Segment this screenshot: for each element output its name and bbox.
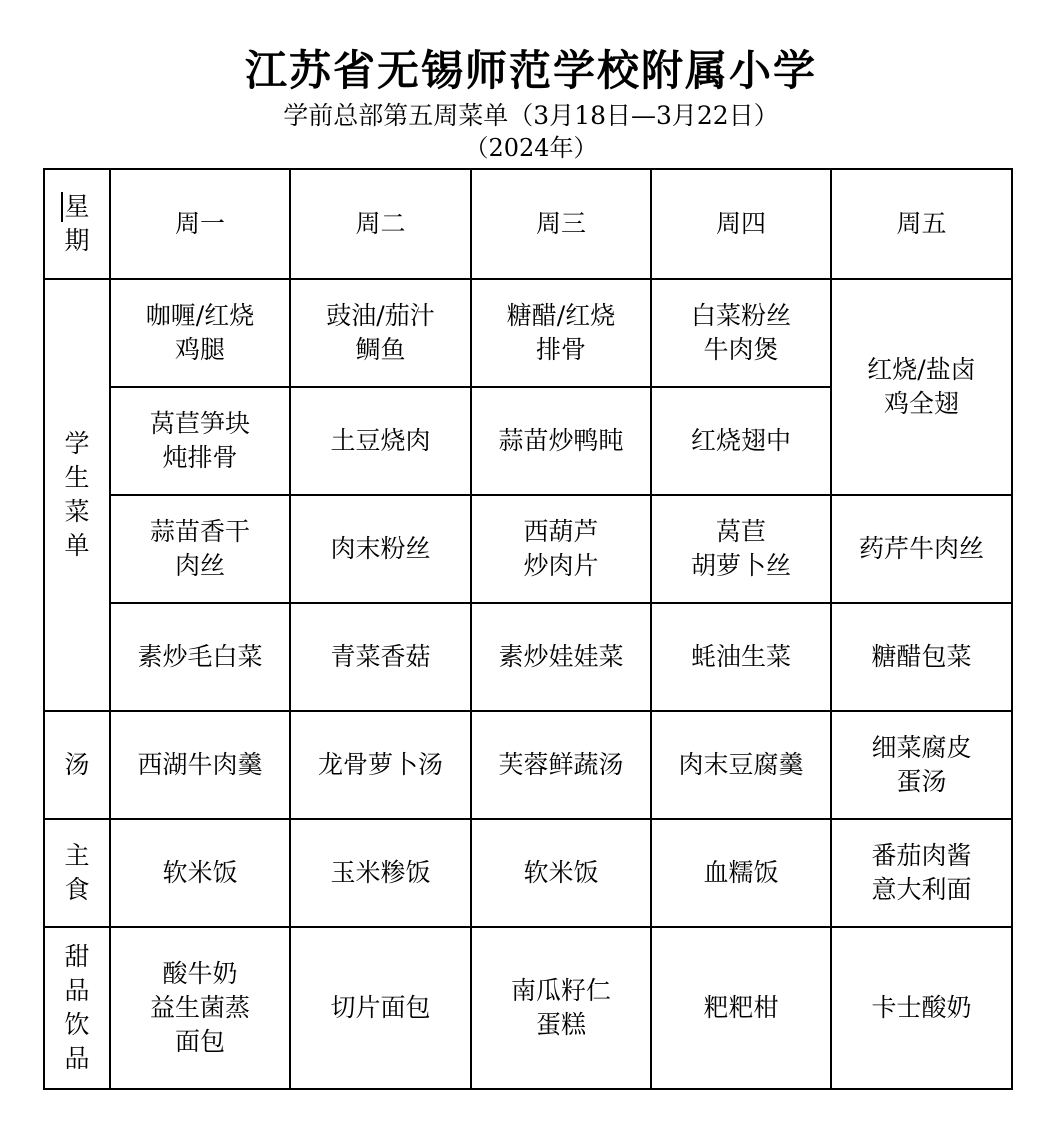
dish-name: 肉末粉丝 bbox=[330, 534, 431, 563]
dish-name: 粑粑柑 bbox=[703, 993, 779, 1022]
dish-name: 肉末豆腐羹 bbox=[678, 750, 804, 779]
menu-cell bbox=[471, 711, 651, 819]
dish-name: 糖醋/红烧 排骨 bbox=[506, 301, 616, 364]
day-header-fri: 周五 bbox=[831, 169, 1012, 279]
section-label: 主 食 bbox=[64, 841, 90, 904]
staple-row bbox=[44, 819, 1012, 927]
student-row-4 bbox=[44, 603, 1012, 711]
soup-row bbox=[44, 711, 1012, 819]
menu-cell bbox=[110, 711, 290, 819]
menu-cell bbox=[651, 279, 831, 387]
menu-cell bbox=[471, 603, 651, 711]
section-soup bbox=[44, 711, 110, 819]
dish-name: 素炒毛白菜 bbox=[137, 642, 263, 671]
day-header-mon: 周一 bbox=[110, 169, 290, 279]
menu-cell bbox=[831, 711, 1012, 819]
menu-cell bbox=[831, 603, 1012, 711]
menu-cell bbox=[471, 387, 651, 495]
dish-name: 蒜苗炒鸭盹 bbox=[498, 426, 624, 455]
day-header-thu: 周四 bbox=[651, 169, 831, 279]
dish-name: 酸牛奶 益生菌蒸 面包 bbox=[149, 959, 250, 1056]
menu-cell bbox=[831, 495, 1012, 603]
menu-cell bbox=[831, 279, 1012, 495]
menu-cell bbox=[651, 495, 831, 603]
menu-cell bbox=[290, 711, 471, 819]
dessert-row bbox=[44, 927, 1012, 1089]
corner-mark bbox=[61, 192, 63, 222]
menu-cell bbox=[290, 819, 471, 927]
dish-name: 白菜粉丝 牛肉煲 bbox=[690, 301, 791, 364]
menu-cell bbox=[471, 495, 651, 603]
section-dessert bbox=[44, 927, 110, 1089]
section-label: 甜 品 饮 品 bbox=[64, 942, 90, 1073]
menu-cell bbox=[110, 819, 290, 927]
dish-name: 南瓜籽仁 蛋糕 bbox=[510, 976, 611, 1039]
dish-name: 软米饭 bbox=[162, 858, 238, 887]
year-label: （2024年） bbox=[464, 134, 598, 162]
menu-cell bbox=[290, 279, 471, 387]
section-student-menu bbox=[44, 279, 110, 711]
dish-name: 莴苣笋块 炖排骨 bbox=[149, 409, 250, 472]
day-header-tue: 周二 bbox=[290, 169, 471, 279]
dish-name: 莴苣 胡萝卜丝 bbox=[690, 517, 791, 580]
header-row bbox=[44, 169, 1012, 279]
menu-cell bbox=[290, 387, 471, 495]
dish-name: 细菜腐皮 蛋汤 bbox=[871, 733, 972, 796]
dish-name: 西葫芦 炒肉片 bbox=[523, 517, 599, 580]
menu-cell bbox=[290, 927, 471, 1089]
dish-name: 软米饭 bbox=[523, 858, 599, 887]
dish-name: 蒜苗香干 肉丝 bbox=[149, 517, 250, 580]
menu-cell bbox=[471, 819, 651, 927]
section-staple bbox=[44, 819, 110, 927]
menu-cell bbox=[831, 819, 1012, 927]
dish-name: 西湖牛肉羹 bbox=[137, 750, 263, 779]
corner-cell bbox=[44, 169, 110, 279]
menu-cell bbox=[471, 279, 651, 387]
menu-table bbox=[43, 168, 1013, 1090]
dish-name: 蚝油生菜 bbox=[690, 642, 791, 671]
menu-cell bbox=[110, 603, 290, 711]
dish-name: 红烧翅中 bbox=[690, 426, 791, 455]
menu-cell bbox=[831, 927, 1012, 1089]
menu-cell bbox=[651, 603, 831, 711]
section-label: 学 生 菜 单 bbox=[64, 429, 90, 560]
dish-name: 土豆烧肉 bbox=[330, 426, 431, 455]
menu-cell bbox=[290, 495, 471, 603]
dish-name: 咖喱/红烧 鸡腿 bbox=[145, 301, 255, 364]
dish-name: 血糯饭 bbox=[703, 858, 779, 887]
menu-cell bbox=[290, 603, 471, 711]
dish-name: 红烧/盐卤 鸡全翅 bbox=[867, 355, 976, 418]
dish-name: 番茄肉酱 意大利面 bbox=[871, 841, 972, 904]
student-row-3 bbox=[44, 495, 1012, 603]
page-title: 江苏省无锡师范学校附属小学 bbox=[244, 46, 817, 95]
dish-name: 糖醋包菜 bbox=[871, 642, 972, 671]
menu-cell bbox=[651, 711, 831, 819]
menu-cell bbox=[110, 387, 290, 495]
dish-name: 药芹牛肉丝 bbox=[858, 534, 984, 563]
dish-name: 素炒娃娃菜 bbox=[498, 642, 624, 671]
dish-name: 卡士酸奶 bbox=[871, 993, 972, 1022]
menu-cell bbox=[651, 819, 831, 927]
dish-name: 青菜香菇 bbox=[330, 642, 431, 671]
menu-cell bbox=[110, 927, 290, 1089]
section-label: 汤 bbox=[64, 750, 90, 779]
menu-cell bbox=[651, 927, 831, 1089]
student-row-1 bbox=[44, 279, 1012, 387]
page-subtitle: 学前总部第五周菜单（3月18日—3月22日） bbox=[283, 101, 779, 130]
dish-name: 芙蓉鲜蔬汤 bbox=[498, 750, 624, 779]
dish-name: 切片面包 bbox=[330, 993, 431, 1022]
dish-name: 豉油/茄汁 鲷鱼 bbox=[326, 301, 435, 364]
corner-label: 星 期 bbox=[64, 192, 90, 255]
menu-cell bbox=[651, 387, 831, 495]
dish-name: 龙骨萝卜汤 bbox=[317, 750, 443, 779]
menu-cell bbox=[110, 279, 290, 387]
menu-cell bbox=[110, 495, 290, 603]
menu-cell bbox=[471, 927, 651, 1089]
dish-name: 玉米糁饭 bbox=[330, 858, 431, 887]
day-header-wed: 周三 bbox=[471, 169, 651, 279]
